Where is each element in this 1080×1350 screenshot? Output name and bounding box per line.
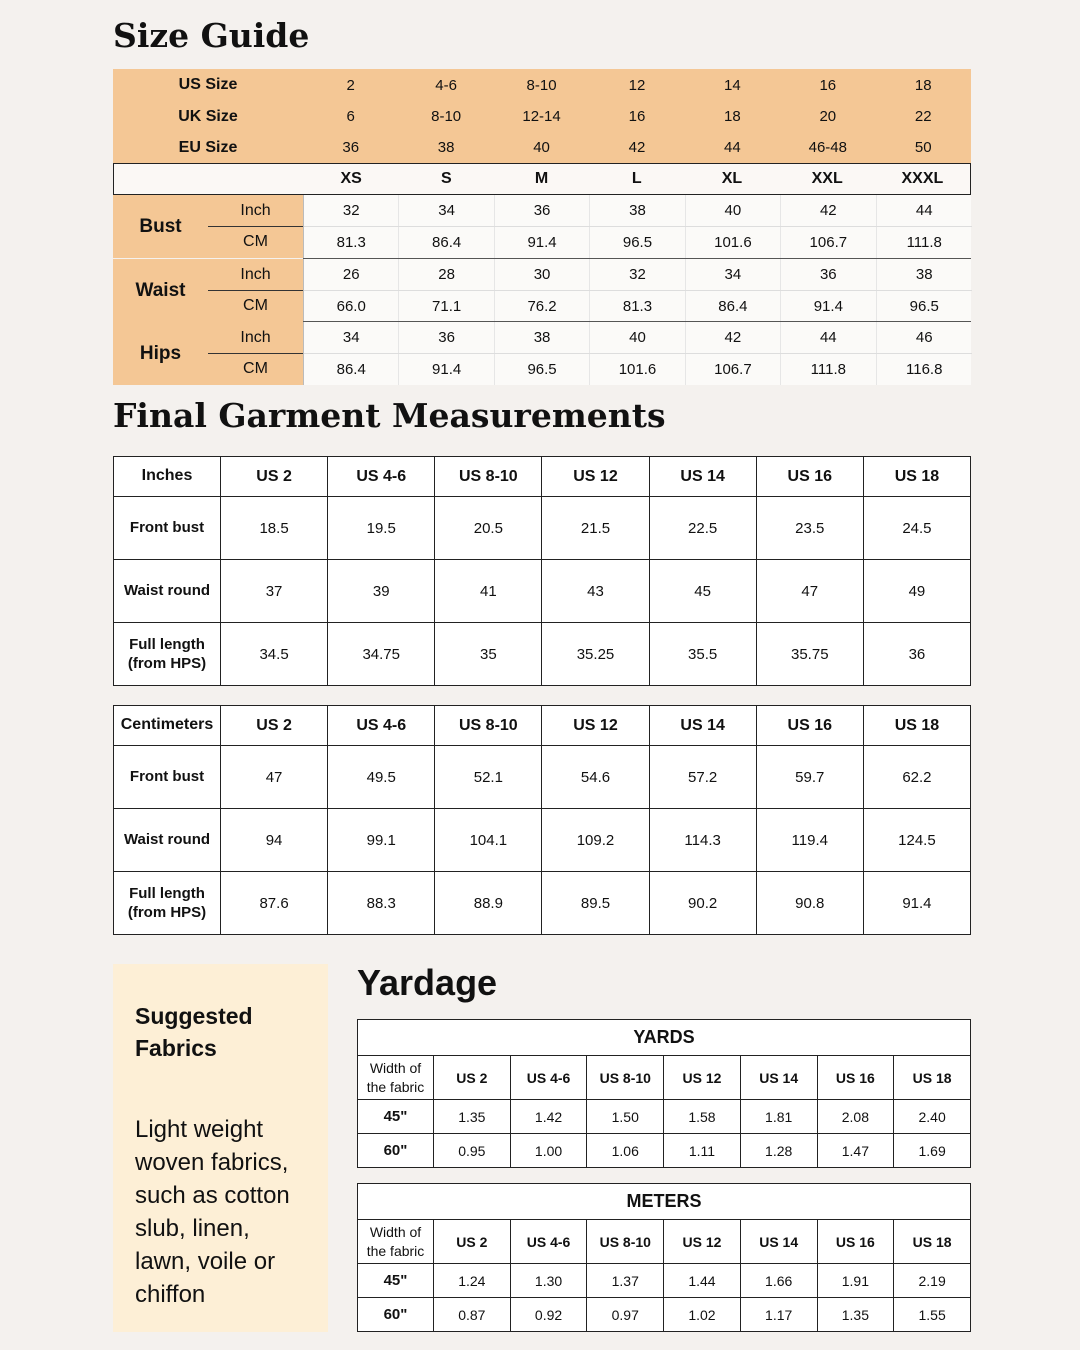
- uk-size-cell: 22: [914, 108, 932, 125]
- us-size-label: US Size: [178, 76, 238, 93]
- fabric-width-header: [358, 1056, 434, 1100]
- unit-inch-label: Inch: [240, 265, 271, 283]
- table-cell: 1.58: [664, 1100, 741, 1134]
- table-cell: 49: [863, 560, 970, 623]
- value-cell: 96.5: [495, 354, 590, 385]
- table-cell: 47: [221, 746, 328, 809]
- fabric-width: 60": [358, 1134, 434, 1168]
- garment-inches-table: [113, 456, 971, 686]
- fabric-width-header-line2: the fabric: [366, 1078, 425, 1095]
- value-cell: 91.4: [781, 291, 876, 322]
- hips-inch-row: [304, 322, 972, 353]
- waist-values: [303, 259, 971, 322]
- size-header: US 8-10: [435, 706, 542, 746]
- size-header: US 18: [894, 1220, 971, 1264]
- garment-centimeters-table: [113, 705, 971, 935]
- table-cell: 37: [221, 560, 328, 623]
- table-cell: 23.5: [756, 497, 863, 560]
- value-cell: 36: [781, 259, 876, 290]
- value-cell: 81.3: [304, 227, 399, 258]
- bust-label: Bust: [139, 215, 182, 237]
- fabric-width: 60": [358, 1298, 434, 1332]
- value-cell: 101.6: [590, 354, 685, 385]
- garment-measurements-title: Final Garment Measurements: [113, 396, 666, 435]
- table-row: [114, 809, 971, 872]
- bust-values: [303, 195, 971, 258]
- table-cell: 88.3: [328, 872, 435, 935]
- value-cell: 36: [399, 322, 494, 353]
- value-cell: 111.8: [781, 354, 876, 385]
- value-cell: 44: [915, 202, 933, 219]
- value-cell: 46: [915, 329, 933, 346]
- table-cell: 35.75: [756, 623, 863, 686]
- table-cell: 114.3: [649, 809, 756, 872]
- table-cell: 34.75: [328, 623, 435, 686]
- letter-size-cell: L: [631, 170, 642, 187]
- table-cell: 88.9: [435, 872, 542, 935]
- letter-size-cell: XL: [721, 170, 743, 187]
- size-header: US 18: [894, 1056, 971, 1100]
- size-guide-table: [113, 69, 971, 385]
- table-caption-row: [358, 1020, 971, 1056]
- meters-caption: METERS: [358, 1184, 971, 1220]
- value-cell: 86.4: [399, 227, 494, 258]
- table-cell: 1.35: [817, 1298, 894, 1332]
- us-size-cell: 14: [724, 76, 741, 94]
- table-cell: 2.08: [817, 1100, 894, 1134]
- table-cell: 36: [863, 623, 970, 686]
- table-cell: 35.5: [649, 623, 756, 686]
- table-row: [114, 872, 971, 935]
- table-cell: 59.7: [756, 746, 863, 809]
- table-caption-row: [358, 1184, 971, 1220]
- table-cell: 91.4: [863, 872, 970, 935]
- size-header: US 18: [863, 706, 970, 746]
- size-header: US 2: [434, 1220, 511, 1264]
- table-cell: 21.5: [542, 497, 649, 560]
- table-cell: 1.02: [664, 1298, 741, 1332]
- value-cell: 96.5: [590, 227, 685, 258]
- table-cell: 99.1: [328, 809, 435, 872]
- hips-label-block: [113, 322, 303, 385]
- table-cell: 119.4: [756, 809, 863, 872]
- yards-caption: YARDS: [358, 1020, 971, 1056]
- value-cell: 36: [495, 195, 590, 226]
- us-size-cell: 18: [914, 76, 932, 94]
- table-cell: 1.47: [817, 1134, 894, 1168]
- letter-size-row: [113, 163, 971, 195]
- size-header: US 16: [817, 1056, 894, 1100]
- table-header-row: [114, 457, 971, 497]
- eu-size-cell: 50: [914, 139, 932, 156]
- row-label-line2: (from HPS): [127, 655, 207, 672]
- size-header: US 12: [542, 706, 649, 746]
- size-header: US 4-6: [328, 706, 435, 746]
- waist-group: [113, 259, 971, 322]
- value-cell: 106.7: [781, 227, 876, 258]
- table-cell: 62.2: [863, 746, 970, 809]
- table-row: [114, 746, 971, 809]
- table-cell: 1.06: [587, 1134, 664, 1168]
- value-cell: 38: [495, 322, 590, 353]
- table-cell: 1.17: [740, 1298, 817, 1332]
- eu-size-row: [113, 132, 971, 163]
- value-cell: 96.5: [909, 298, 939, 315]
- size-header: US 16: [756, 706, 863, 746]
- bust-cm-row: [304, 226, 972, 258]
- table-cell: 49.5: [328, 746, 435, 809]
- size-header: US 14: [740, 1056, 817, 1100]
- row-label: [114, 872, 221, 935]
- value-cell: 44: [781, 322, 876, 353]
- value-cell: 91.4: [495, 227, 590, 258]
- us-size-cell: 12: [628, 76, 646, 94]
- table-cell: 1.30: [510, 1264, 587, 1298]
- yardage-meters-table: [357, 1183, 971, 1332]
- table-cell: 52.1: [435, 746, 542, 809]
- suggested-fabrics-title: Suggested Fabrics: [135, 1003, 253, 1062]
- value-cell: 71.1: [399, 291, 494, 322]
- value-cell: 34: [399, 195, 494, 226]
- uk-size-cell: 20: [819, 108, 837, 125]
- us-size-row: [113, 69, 971, 101]
- row-label: [114, 623, 221, 686]
- table-cell: 39: [328, 560, 435, 623]
- table-cell: 19.5: [328, 497, 435, 560]
- table-cell: 1.24: [434, 1264, 511, 1298]
- yardage-yards-table: [357, 1019, 971, 1168]
- waist-label: Waist: [135, 279, 186, 301]
- row-label: Waist round: [114, 560, 221, 623]
- row-label: Front bust: [114, 746, 221, 809]
- size-header: US 8-10: [435, 457, 542, 497]
- table-cell: 34.5: [221, 623, 328, 686]
- table-cell: 89.5: [542, 872, 649, 935]
- table-cell: 124.5: [863, 809, 970, 872]
- table-cell: 1.81: [740, 1100, 817, 1134]
- size-header: US 4-6: [510, 1220, 587, 1264]
- fabric-width: 45": [358, 1100, 434, 1134]
- eu-size-label: EU Size: [178, 138, 238, 156]
- row-label: Waist round: [114, 809, 221, 872]
- fabric-width-header: [358, 1220, 434, 1264]
- unit-header: Inches: [114, 457, 221, 497]
- hips-group: [113, 322, 971, 385]
- size-header: US 12: [664, 1056, 741, 1100]
- table-cell: 0.92: [510, 1298, 587, 1332]
- suggested-fabrics-text: Light weight woven fabrics, such as cotton slub, linen, lawn, voile or chiffon: [135, 1116, 290, 1308]
- size-header: US 16: [756, 457, 863, 497]
- us-size-cell: 2: [346, 76, 355, 94]
- table-cell: 1.37: [587, 1264, 664, 1298]
- uk-size-label: UK Size: [178, 107, 238, 125]
- size-header: US 2: [434, 1056, 511, 1100]
- size-header: US 16: [817, 1220, 894, 1264]
- size-header: US 14: [740, 1220, 817, 1264]
- table-cell: 54.6: [542, 746, 649, 809]
- size-header: US 2: [221, 457, 328, 497]
- unit-inch-label: Inch: [240, 201, 271, 219]
- value-cell: 34: [686, 259, 781, 290]
- eu-size-cell: 46-48: [808, 139, 847, 156]
- waist-inch-row: [304, 259, 972, 290]
- value-cell: 40: [686, 195, 781, 226]
- value-cell: 42: [781, 195, 876, 226]
- table-cell: 47: [756, 560, 863, 623]
- value-cell: 81.3: [590, 291, 685, 322]
- table-cell: 1.44: [664, 1264, 741, 1298]
- table-row: [358, 1134, 971, 1168]
- waist-cm-row: [304, 290, 972, 322]
- table-cell: 1.28: [740, 1134, 817, 1168]
- value-cell: 32: [304, 195, 399, 226]
- eu-size-cell: 42: [628, 139, 646, 156]
- size-header: US 8-10: [587, 1220, 664, 1264]
- table-header-row: [358, 1056, 971, 1100]
- table-cell: 87.6: [221, 872, 328, 935]
- fabric-width: 45": [358, 1264, 434, 1298]
- row-label: Front bust: [114, 497, 221, 560]
- uk-size-cell: 12-14: [522, 108, 561, 125]
- table-cell: 1.66: [740, 1264, 817, 1298]
- value-cell: 101.6: [686, 227, 781, 258]
- letter-size-cell: XXXL: [901, 170, 944, 187]
- fabric-width-header-line1: Width of: [369, 1060, 422, 1077]
- value-cell: 91.4: [399, 354, 494, 385]
- table-cell: 94: [221, 809, 328, 872]
- table-row: [114, 497, 971, 560]
- size-header: US 14: [649, 706, 756, 746]
- row-label-line1: Full length: [129, 884, 205, 902]
- fabric-width-header-line2: the fabric: [366, 1242, 425, 1259]
- table-cell: 104.1: [435, 809, 542, 872]
- uk-size-cell: 16: [628, 108, 646, 125]
- table-cell: 109.2: [542, 809, 649, 872]
- letter-size-cell: M: [534, 170, 549, 187]
- unit-inch-label: Inch: [240, 328, 271, 346]
- value-cell: 106.7: [686, 354, 781, 385]
- size-header: US 14: [649, 457, 756, 497]
- size-header: US 12: [542, 457, 649, 497]
- table-cell: 22.5: [649, 497, 756, 560]
- table-cell: 57.2: [649, 746, 756, 809]
- uk-size-row: [113, 101, 971, 132]
- value-cell: 38: [590, 195, 685, 226]
- unit-header: Centimeters: [114, 706, 221, 746]
- table-cell: 24.5: [863, 497, 970, 560]
- table-cell: 2.40: [894, 1100, 971, 1134]
- hips-values: [303, 322, 971, 385]
- table-cell: 90.2: [649, 872, 756, 935]
- table-cell: 35: [435, 623, 542, 686]
- table-cell: 0.87: [434, 1298, 511, 1332]
- row-label-line1: Full length: [129, 635, 205, 653]
- table-row: [114, 560, 971, 623]
- size-guide-title: Size Guide: [113, 16, 310, 55]
- suggested-fabrics-panel: [113, 964, 328, 1332]
- hips-label: Hips: [139, 342, 182, 364]
- unit-cm-label: CM: [243, 296, 268, 314]
- unit-cm-label: CM: [243, 232, 268, 250]
- uk-size-cell: 6: [346, 108, 355, 125]
- us-size-cell: 8-10: [526, 76, 557, 94]
- table-cell: 1.69: [894, 1134, 971, 1168]
- hips-cm-row: [304, 353, 972, 385]
- table-row: [114, 623, 971, 686]
- value-cell: 111.8: [906, 234, 942, 251]
- yardage-title: Yardage: [357, 962, 498, 1003]
- table-row: [358, 1264, 971, 1298]
- table-cell: 1.50: [587, 1100, 664, 1134]
- table-cell: 45: [649, 560, 756, 623]
- value-cell: 26: [304, 259, 399, 290]
- letter-size-cell: XXL: [811, 170, 843, 187]
- size-header: US 4-6: [510, 1056, 587, 1100]
- value-cell: 116.8: [906, 361, 943, 378]
- table-header-row: [114, 706, 971, 746]
- table-cell: 0.95: [434, 1134, 511, 1168]
- table-cell: 1.55: [894, 1298, 971, 1332]
- table-cell: 20.5: [435, 497, 542, 560]
- table-row: [358, 1100, 971, 1134]
- table-cell: 1.42: [510, 1100, 587, 1134]
- table-cell: 43: [542, 560, 649, 623]
- eu-size-cell: 44: [724, 139, 741, 156]
- us-size-cell: 16: [819, 76, 837, 94]
- us-size-cell: 4-6: [435, 76, 457, 94]
- uk-size-cell: 18: [724, 108, 741, 125]
- value-cell: 30: [495, 259, 590, 290]
- eu-size-cell: 38: [437, 139, 455, 156]
- value-cell: 28: [399, 259, 494, 290]
- eu-size-cell: 40: [533, 139, 550, 156]
- value-cell: 34: [304, 322, 399, 353]
- value-cell: 86.4: [304, 354, 399, 385]
- unit-cm-label: CM: [243, 359, 268, 377]
- table-cell: 18.5: [221, 497, 328, 560]
- uk-size-cell: 8-10: [431, 108, 462, 125]
- waist-label-block: [113, 259, 303, 322]
- value-cell: 76.2: [495, 291, 590, 322]
- table-header-row: [358, 1220, 971, 1264]
- value-cell: 32: [590, 259, 685, 290]
- table-row: [358, 1298, 971, 1332]
- table-cell: 1.91: [817, 1264, 894, 1298]
- table-cell: 41: [435, 560, 542, 623]
- table-cell: 0.97: [587, 1298, 664, 1332]
- bust-label-block: [113, 195, 303, 258]
- table-cell: 1.00: [510, 1134, 587, 1168]
- size-header: US 18: [863, 457, 970, 497]
- eu-size-cell: 36: [342, 139, 360, 156]
- bust-group: [113, 195, 971, 258]
- table-cell: 1.35: [434, 1100, 511, 1134]
- bust-inch-row: [304, 195, 972, 226]
- row-label-line2: (from HPS): [127, 904, 207, 921]
- size-header: US 12: [664, 1220, 741, 1264]
- size-header: US 2: [221, 706, 328, 746]
- value-cell: 66.0: [304, 291, 399, 322]
- table-cell: 1.11: [664, 1134, 741, 1168]
- table-cell: 2.19: [894, 1264, 971, 1298]
- table-cell: 90.8: [756, 872, 863, 935]
- size-header: US 4-6: [328, 457, 435, 497]
- value-cell: 38: [915, 266, 933, 283]
- letter-size-cell: XS: [340, 170, 362, 187]
- letter-size-cell: S: [441, 170, 452, 187]
- value-cell: 86.4: [686, 291, 781, 322]
- size-header: US 8-10: [587, 1056, 664, 1100]
- value-cell: 40: [590, 322, 685, 353]
- table-cell: 35.25: [542, 623, 649, 686]
- value-cell: 42: [686, 322, 781, 353]
- fabric-width-header-line1: Width of: [369, 1224, 422, 1241]
